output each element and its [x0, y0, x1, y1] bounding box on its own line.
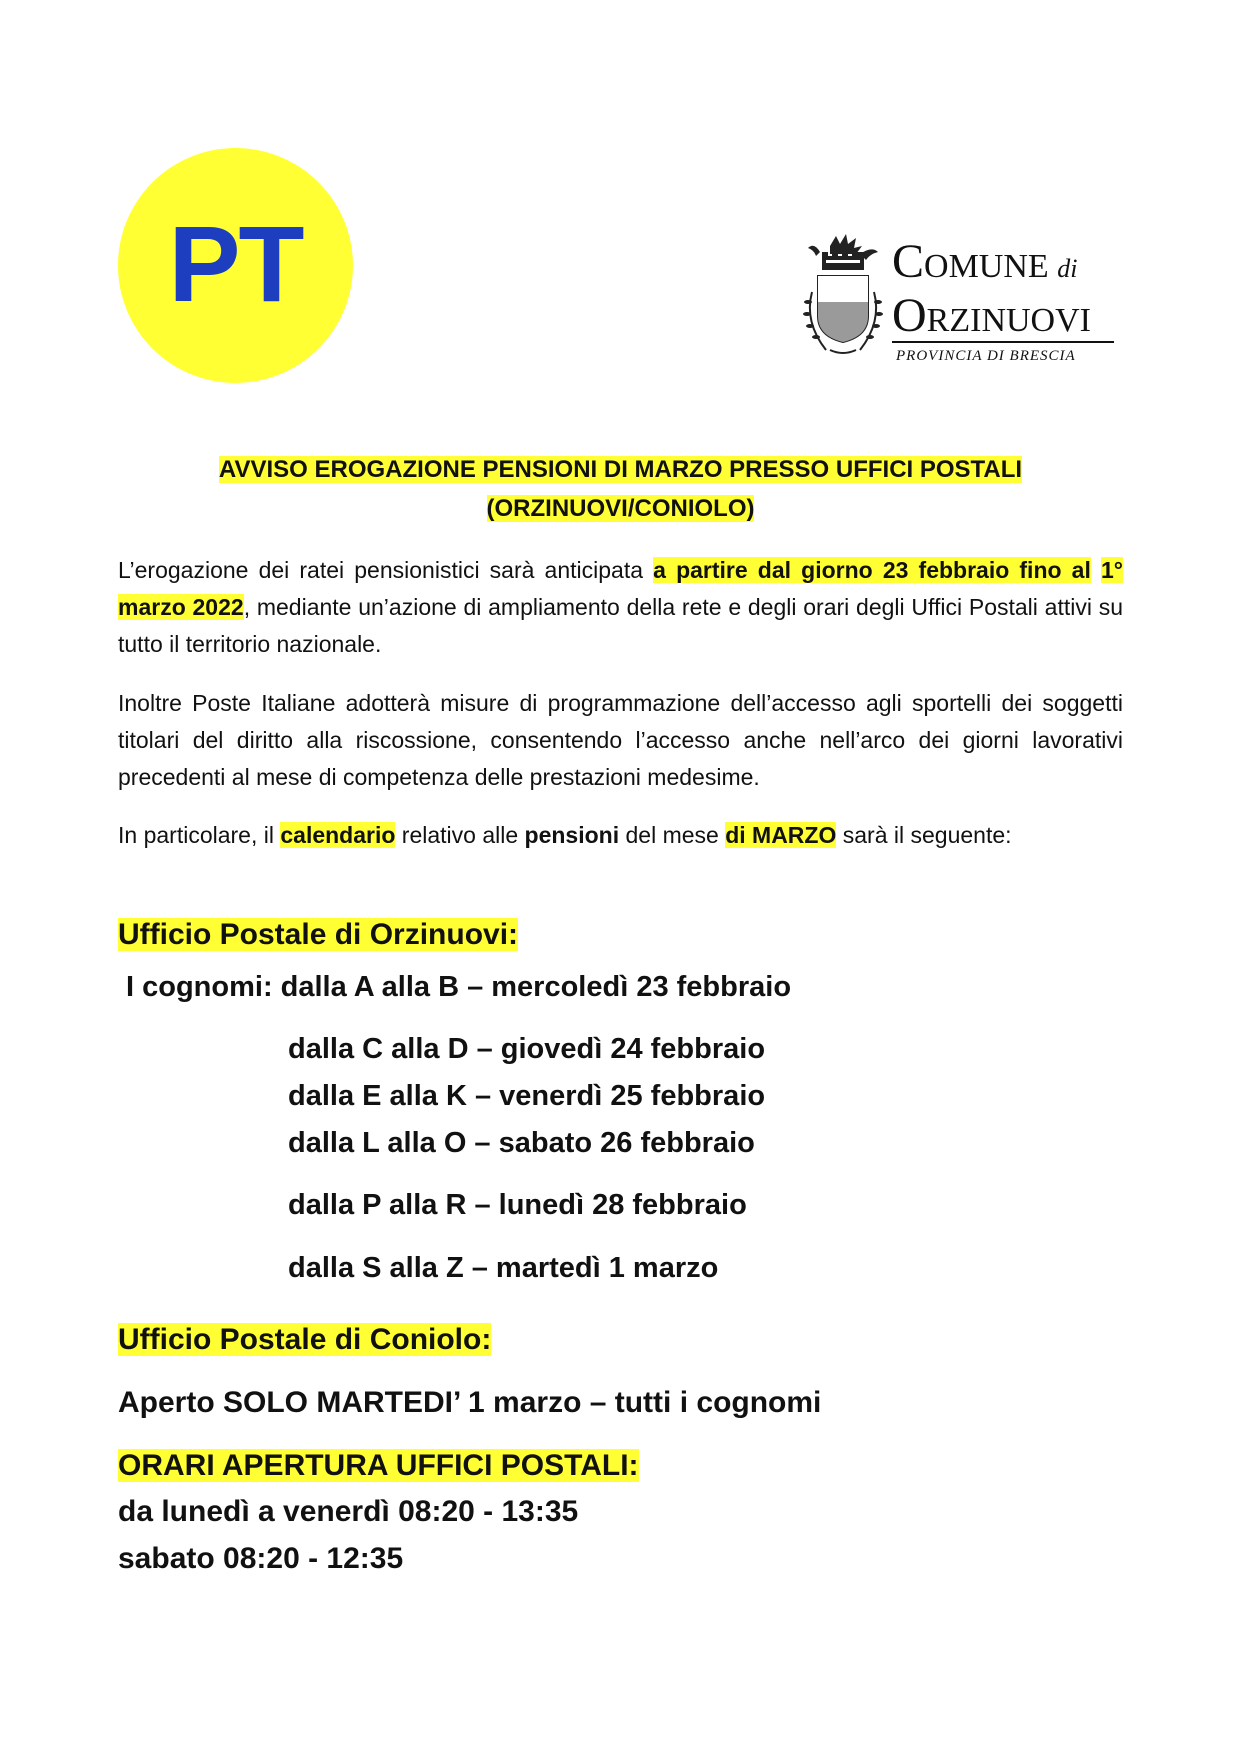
para1-text-b: , mediante un’azione di ampliamento della rete e degli orari degli Uffici Postali attivi su tutto il territorio nazionale. — [118, 594, 1123, 657]
intro-paragraph — [118, 552, 1123, 663]
para3-text-b: relativo alle — [395, 822, 525, 848]
schedule-row: dalla P alla R – lunedì 28 febbraio — [288, 1189, 747, 1221]
para3-highlight-calendario: calendario — [280, 822, 396, 848]
schedule-row: dalla C alla D – giovedì 24 febbraio — [288, 1033, 766, 1065]
para3-text-d: sarà il seguente: — [836, 822, 1012, 848]
comune-logo — [800, 232, 1120, 362]
town-crest-icon — [800, 232, 886, 362]
notice-title — [118, 450, 1123, 528]
comune-di: di — [1057, 254, 1078, 283]
para1-text-a: L’erogazione dei ratei pensionistici sarà anticipata — [118, 557, 654, 583]
para1-highlight-dates: a partire dal giorno 23 febbraio fino al — [653, 557, 1091, 583]
schedule-row: I cognomi: dalla A alla B – mercoledì 23 febbraio — [126, 971, 792, 1003]
orzinuovi-heading — [118, 915, 518, 955]
para3-text-c: del mese — [619, 822, 726, 848]
schedule-row: dalla S alla Z – martedì 1 marzo — [288, 1252, 719, 1284]
schedule-row: dalla L alla O – sabato 26 febbraio — [288, 1127, 755, 1159]
coniolo-heading — [118, 1320, 491, 1360]
calendar-intro-paragraph — [118, 817, 1123, 854]
orari-heading — [118, 1446, 639, 1486]
comune-word: OMUNE — [924, 248, 1049, 285]
orari-heading-text: ORARI APERTURA UFFICI POSTALI: — [118, 1449, 639, 1482]
orzinuovi-heading-text: Ufficio Postale di Orzinuovi: — [118, 918, 519, 951]
comune-initial: C — [892, 235, 925, 288]
provincia-label: PROVINCIA DI BRESCIA — [896, 348, 1076, 364]
schedule-row: dalla E alla K – venerdì 25 febbraio — [288, 1080, 766, 1112]
notice-title-line2: (ORZINUOVI/CONIOLO) — [486, 495, 755, 522]
notice-title-line1: AVVISO EROGAZIONE PENSIONI DI MARZO PRESSO UFFICI POSTALI — [218, 456, 1023, 483]
pt-logo — [118, 148, 353, 383]
para3-bold-pensioni: pensioni — [524, 822, 620, 848]
coniolo-schedule: Aperto SOLO MARTEDI’ 1 marzo – tutti i cognomi — [118, 1386, 822, 1419]
access-paragraph: Inoltre Poste Italiane adotterà misure di programmazione dell’accesso agli sportelli dei soggetti titolari del diritto alla riscossione, consentendo l’accesso anche nell’arco dei giorni lavorativi precedenti al mese di competenza delle prestazioni medesime. — [118, 690, 1123, 790]
orzinuovi-initial: O — [892, 289, 927, 342]
coniolo-heading-text: Ufficio Postale di Coniolo: — [118, 1323, 492, 1356]
comune-name — [892, 232, 1122, 365]
para1-highlight-end-date: 1° marzo 2022 — [118, 557, 1123, 620]
para1-space — [1091, 557, 1101, 583]
para3-highlight-marzo: di MARZO — [725, 822, 837, 848]
pt-logo-text: PT — [168, 203, 303, 324]
orari-saturday: sabato 08:20 - 12:35 — [118, 1542, 404, 1575]
orzinuovi-word: RZINUOVI — [926, 302, 1091, 339]
para3-text-a: In particolare, il — [118, 822, 281, 848]
orari-weekday: da lunedì a venerdì 08:20 - 13:35 — [118, 1495, 579, 1528]
